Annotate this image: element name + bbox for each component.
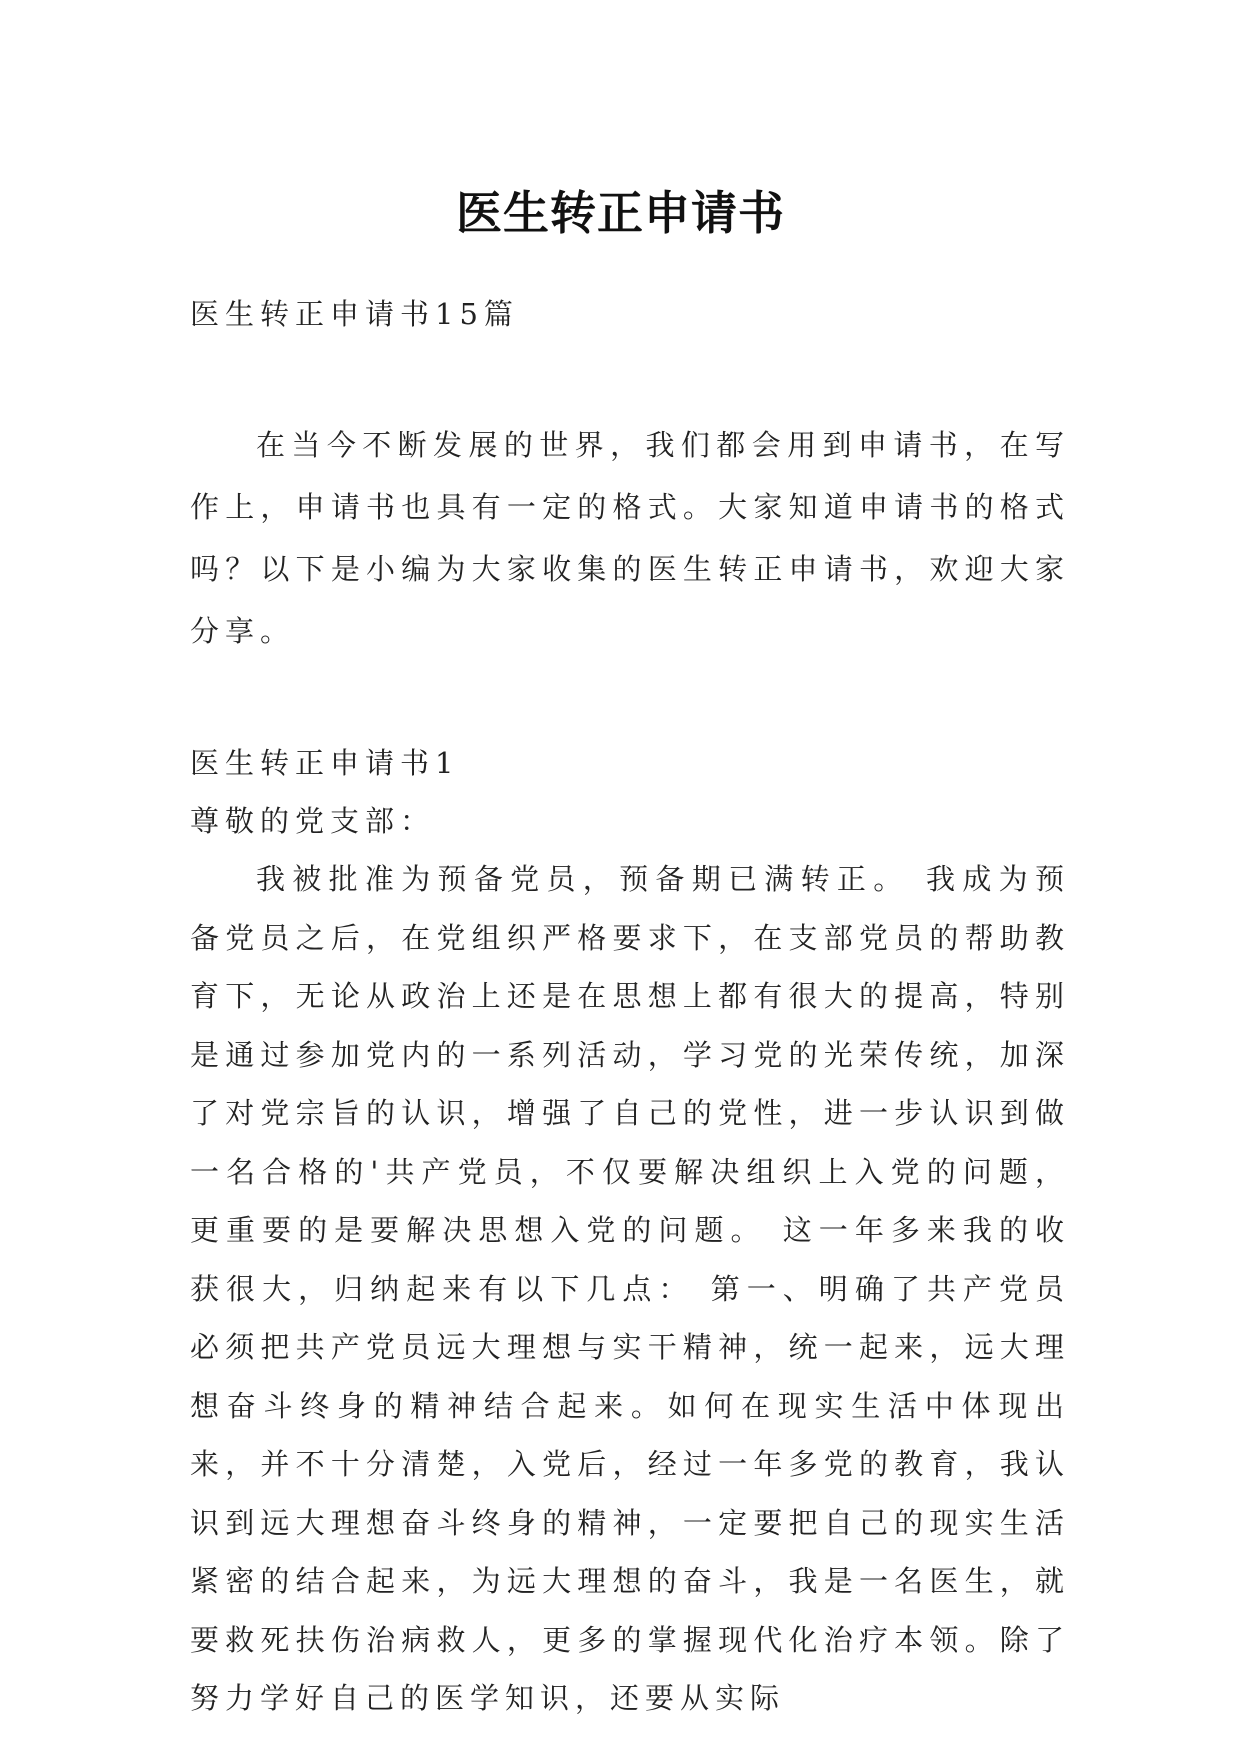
document-title: 医生转正申请书 [456,185,785,240]
document-subtitle: 医生转正申请书15篇 [190,297,519,331]
body-paragraph: 我被批准为预备党员，预备期已满转正。 我成为预备党员之后，在党组织严格要求下，在支部党员的帮助教育下，无论从政治上还是在思想上都有很大的提高，特别是通过参加党内的一系列活动，学习党的光荣传统，加深了对党宗旨的认识，增强了自己的党性，进一步认识到做一名合格的'共产党员，不仅要解决组织上入党的问题，更重要的是要解决思想入党的问题。 这一年多来我的收获很大，归纳起来有以下几点： 第一、明确了共产党员必须把共产党员远大理想与实干精神，统一起来，远大理想奋斗终身的精神结合起来。如何在现实生活中体现出来，并不十分清楚，入党后，经过一年多党的教育，我认识到远大理想奋斗终身的精神，一定要把自己的现实生活紧密的结合起来，为远大理想的奋斗，我是一名医生，就要救死扶伤治病救人，更多的掌握现代化治疗本领。除了努力学好自己的医学知识，还要从实际 [190,862,1070,1715]
intro-paragraph: 在当今不断发展的世界，我们都会用到申请书，在写作上，申请书也具有一定的格式。大家知道申请书的格式吗？以下是小编为大家收集的医生转正申请书，欢迎大家分享。 [190,428,1070,648]
section-heading: 医生转正申请书1 [190,746,460,780]
salutation: 尊敬的党支部： [190,804,436,838]
document-content [190,284,1070,1728]
